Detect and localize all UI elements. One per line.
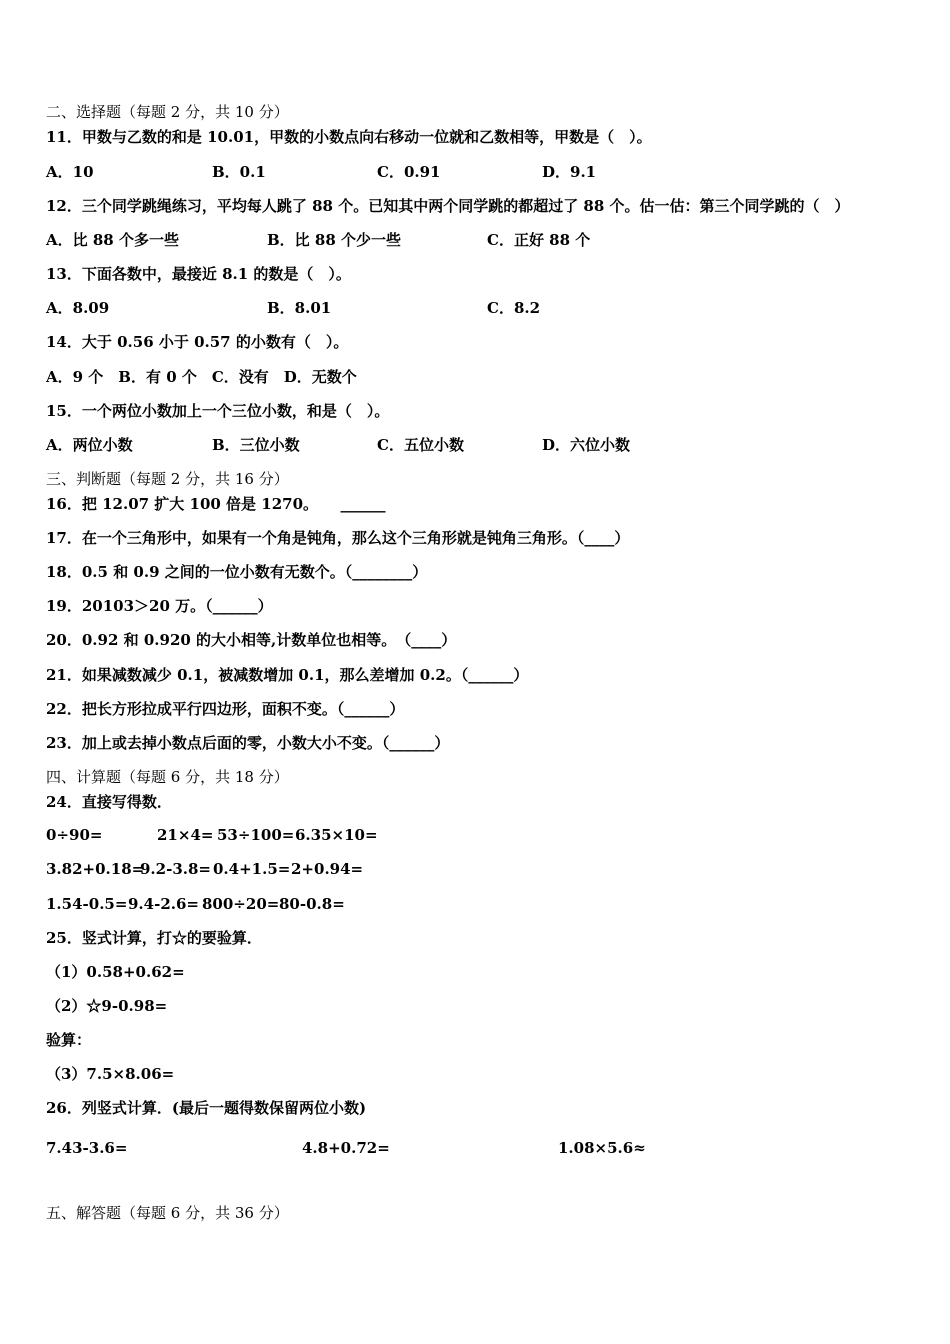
q15-option-a: A．两位小数 xyxy=(46,436,133,454)
calc-item: 6.35×10= xyxy=(295,826,378,844)
question-13: 13．下面各数中，最接近 8.1 的数是（ ）。 xyxy=(46,265,351,283)
question-12: 12．三个同学跳绳练习，平均每人跳了 88 个。已知其中两个同学跳的都超过了 88 个。估一估：第三个同学跳的（ ） xyxy=(46,197,850,215)
q11-option-d: D．9.1 xyxy=(542,163,597,181)
question-19: 19．20103＞20 万。（______） xyxy=(46,597,273,615)
q11-option-a: A．10 xyxy=(46,163,94,181)
calc-item: 800÷20= xyxy=(202,895,280,913)
q26-item: 4.8+0.72= xyxy=(302,1139,390,1157)
question-17: 17．在一个三角形中，如果有一个角是钝角，那么这个三角形就是钝角三角形。（____） xyxy=(46,529,630,547)
question-25: 25．竖式计算，打☆的要验算． xyxy=(46,929,262,947)
calc-item: 9.2-3.8= xyxy=(140,860,211,878)
q13-option-b: B．8.01 xyxy=(267,299,332,317)
calc-item: 1.54-0.5= xyxy=(46,895,128,913)
question-26: 26．列竖式计算．(最后一题得数保留两位小数) xyxy=(46,1099,367,1117)
section-5-title: 五、解答题（每题 6 分，共 36 分） xyxy=(46,1204,289,1222)
question-18: 18．0.5 和 0.9 之间的一位小数有无数个。（________） xyxy=(46,563,428,581)
question-21: 21．如果减数减少 0.1，被减数增加 0.1，那么差增加 0.2。（______） xyxy=(46,666,529,684)
q13-option-c: C．8.2 xyxy=(487,299,541,317)
q25-part-3: （3）7.5×8.06= xyxy=(46,1065,175,1083)
q12-option-a: A．比 88 个多一些 xyxy=(46,231,179,249)
q15-option-c: C．五位小数 xyxy=(377,436,464,454)
q26-item: 1.08×5.6≈ xyxy=(558,1139,646,1157)
question-20: 20．0.92 和 0.920 的大小相等,计数单位也相等。 （____） xyxy=(46,631,457,649)
question-22: 22．把长方形拉成平行四边形，面积不变。（______） xyxy=(46,700,405,718)
question-16: 16．把 12.07 扩大 100 倍是 1270。 ______ xyxy=(46,495,386,513)
q11-option-b: B．0.1 xyxy=(212,163,266,181)
calc-item: 3.82+0.18= xyxy=(46,860,145,878)
q25-check-label: 验算： xyxy=(46,1031,92,1049)
calc-item: 0.4+1.5= xyxy=(213,860,291,878)
question-11: 11．甲数与乙数的和是 10.01，甲数的小数点向右移动一位就和乙数相等，甲数是（ ）。 xyxy=(46,128,652,146)
q15-option-b: B．三位小数 xyxy=(212,436,300,454)
q12-option-c: C．正好 88 个 xyxy=(487,231,591,249)
q25-part-1: （1）0.58+0.62= xyxy=(46,963,185,981)
calc-item: 0÷90= xyxy=(46,826,103,844)
calc-item: 21×4= xyxy=(157,826,214,844)
question-15: 15．一个两位小数加上一个三位小数，和是（ ）。 xyxy=(46,402,390,420)
q26-item: 7.43-3.6= xyxy=(46,1139,128,1157)
section-3-title: 三、判断题（每题 2 分，共 16 分） xyxy=(46,470,289,488)
calc-item: 53÷100= xyxy=(217,826,295,844)
q11-option-c: C．0.91 xyxy=(377,163,441,181)
q13-option-a: A．8.09 xyxy=(46,299,110,317)
question-24: 24．直接写得数． xyxy=(46,793,172,811)
calc-item: 2+0.94= xyxy=(291,860,364,878)
calc-item: 80-0.8= xyxy=(279,895,345,913)
question-14: 14．大于 0.56 小于 0.57 的小数有（ ）。 xyxy=(46,333,349,351)
q12-option-b: B．比 88 个少一些 xyxy=(267,231,401,249)
q25-part-2: （2）☆9-0.98= xyxy=(46,997,168,1015)
q14-options: A．9 个 B．有 0 个 C．没有 D．无数个 xyxy=(46,368,357,386)
section-4-title: 四、计算题（每题 6 分，共 18 分） xyxy=(46,768,289,786)
q15-option-d: D．六位小数 xyxy=(542,436,631,454)
question-23: 23．加上或去掉小数点后面的零，小数大小不变。（______） xyxy=(46,734,450,752)
section-2-title: 二、选择题（每题 2 分，共 10 分） xyxy=(46,103,289,121)
calc-item: 9.4-2.6= xyxy=(128,895,199,913)
